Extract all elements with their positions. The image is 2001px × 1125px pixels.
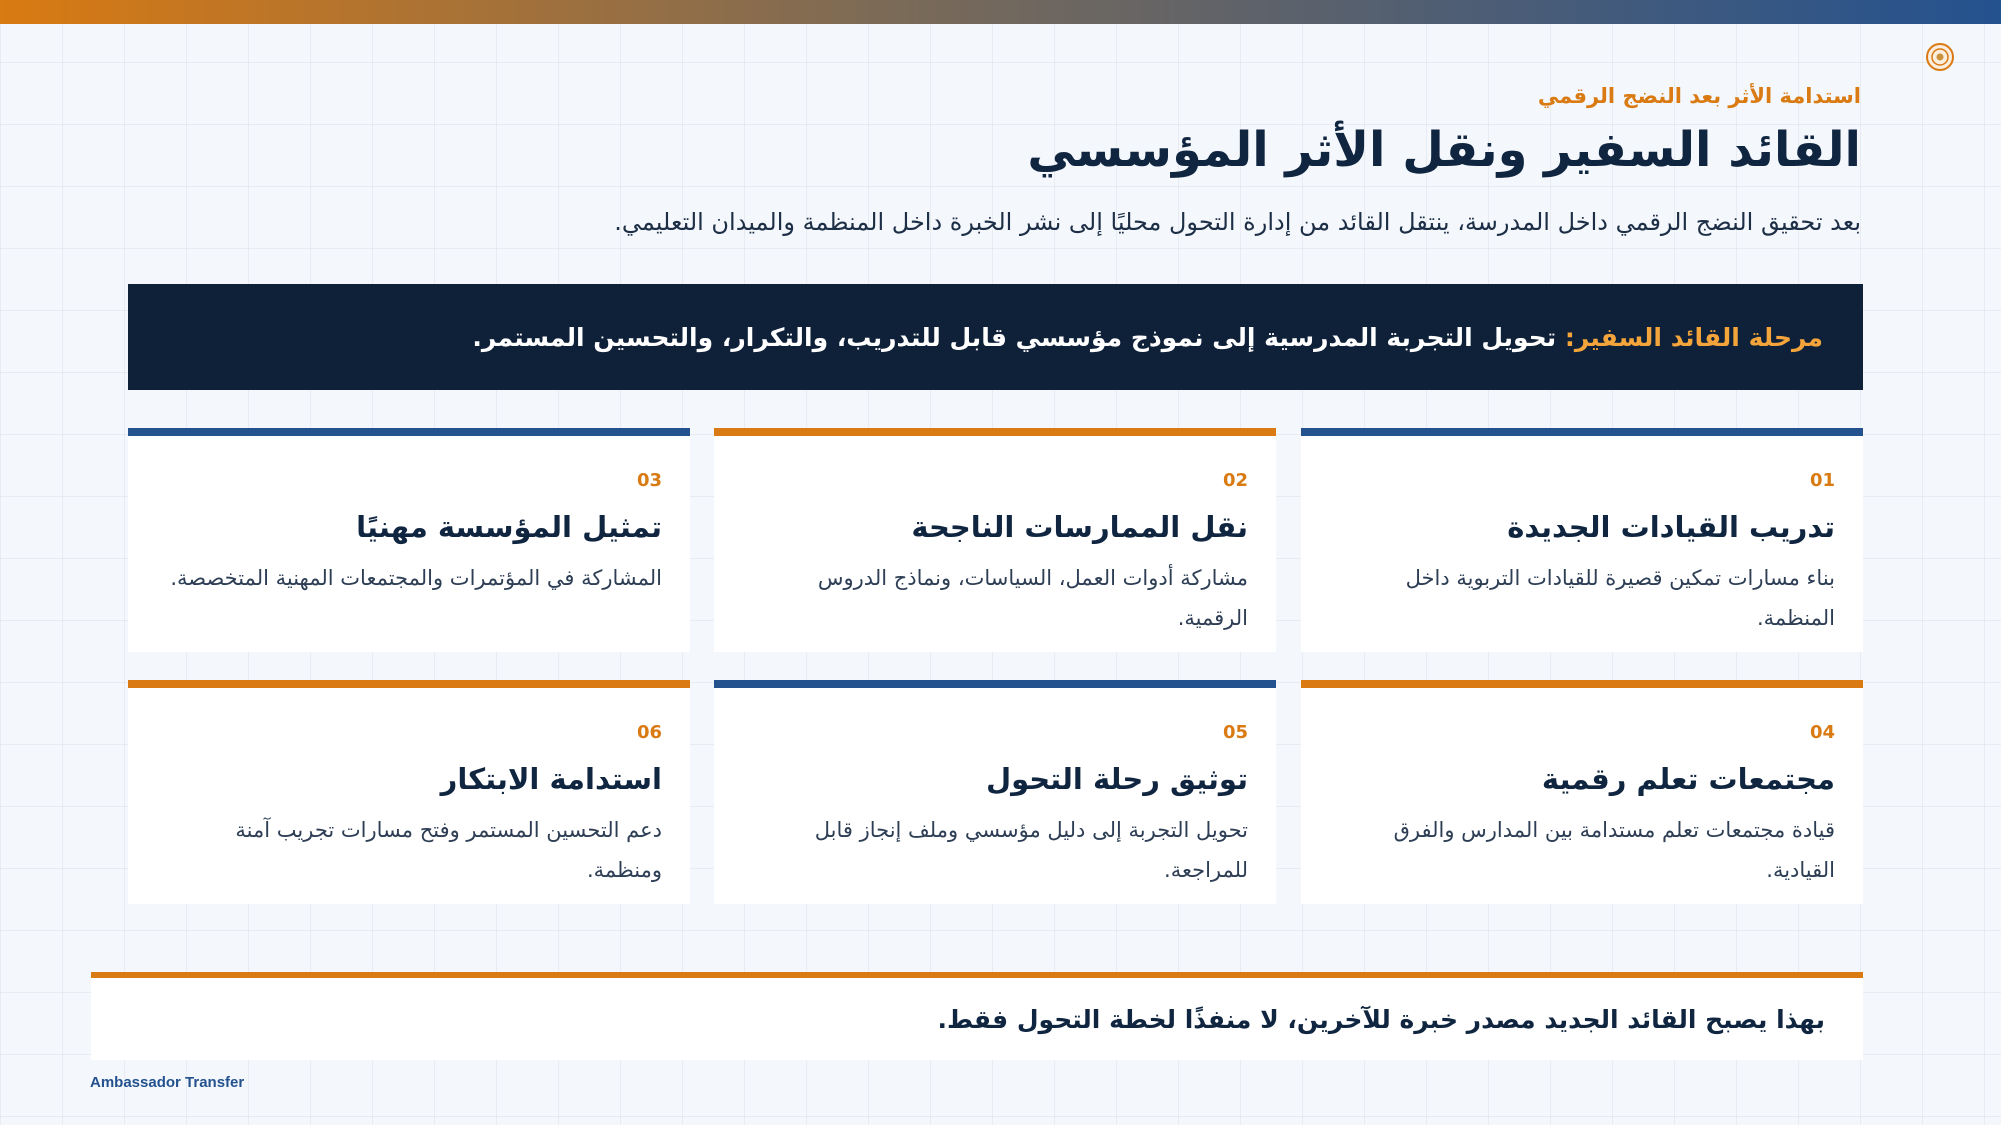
- brand-label: Ambassador Transfer: [90, 1074, 245, 1091]
- card-title: مجتمعات تعلم رقمية: [1541, 762, 1835, 796]
- card-train-leaders: [1301, 428, 1863, 652]
- card-title: استدامة الابتكار: [440, 762, 662, 796]
- card-description: بناء مسارات تمكين قصيرة للقيادات التربوية داخل المنظمة.: [1405, 566, 1835, 630]
- card-number: 05: [1222, 722, 1248, 743]
- stage-banner: [128, 284, 1863, 390]
- card-description: دعم التحسين المستمر وفتح مسارات تجريب آمنة ومنظمة.: [235, 818, 662, 882]
- section-eyebrow: استدامة الأثر بعد النضج الرقمي: [1537, 84, 1861, 108]
- card-number: 03: [636, 470, 662, 491]
- banner-label: مرحلة القائد السفير:: [1564, 322, 1823, 352]
- card-title: توثيق رحلة التحول: [985, 762, 1248, 796]
- card-description: مشاركة أدوات العمل، السياسات، ونماذج الدروس الرقمية.: [817, 566, 1248, 630]
- card-transfer-practices: [714, 428, 1276, 652]
- footer-statement: بهذا يصبح القائد الجديد مصدر خبرة للآخرين، لا منفذًا لخطة التحول فقط.: [937, 1004, 1825, 1034]
- card-number: 01: [1809, 470, 1835, 491]
- card-description: المشاركة في المؤتمرات والمجتمعات المهنية المتخصصة.: [170, 566, 662, 590]
- page-title: القائد السفير ونقل الأثر المؤسسي: [1027, 122, 1861, 178]
- card-title: تمثيل المؤسسة مهنيًا: [356, 510, 662, 544]
- card-title: تدريب القيادات الجديدة: [1507, 510, 1835, 544]
- banner-text: تحويل التجربة المدرسية إلى نموذج مؤسسي قابل للتدريب، والتكرار، والتحسين المستمر.: [472, 322, 1557, 352]
- page-subtitle: بعد تحقيق النضج الرقمي داخل المدرسة، ينتقل القائد من إدارة التحول محليًا إلى نشر الخبرة داخل المنظمة والميدان التعليمي.: [614, 208, 1861, 236]
- card-number: 06: [636, 722, 662, 743]
- top-gradient-bar: [0, 0, 2001, 24]
- card-number: 04: [1809, 722, 1835, 743]
- card-title: نقل الممارسات الناجحة: [911, 510, 1248, 544]
- card-sustain-innovation: [128, 680, 690, 904]
- seal-icon: [1926, 43, 1954, 71]
- card-number: 02: [1222, 470, 1248, 491]
- card-description: قيادة مجتمعات تعلم مستدامة بين المدارس والفرق القيادية.: [1393, 818, 1835, 882]
- card-document-journey: [714, 680, 1276, 904]
- card-learning-communities: [1301, 680, 1863, 904]
- footer-statement-box: [91, 972, 1863, 1060]
- card-represent-institution: [128, 428, 690, 652]
- card-description: تحويل التجربة إلى دليل مؤسسي وملف إنجاز قابل للمراجعة.: [814, 818, 1248, 882]
